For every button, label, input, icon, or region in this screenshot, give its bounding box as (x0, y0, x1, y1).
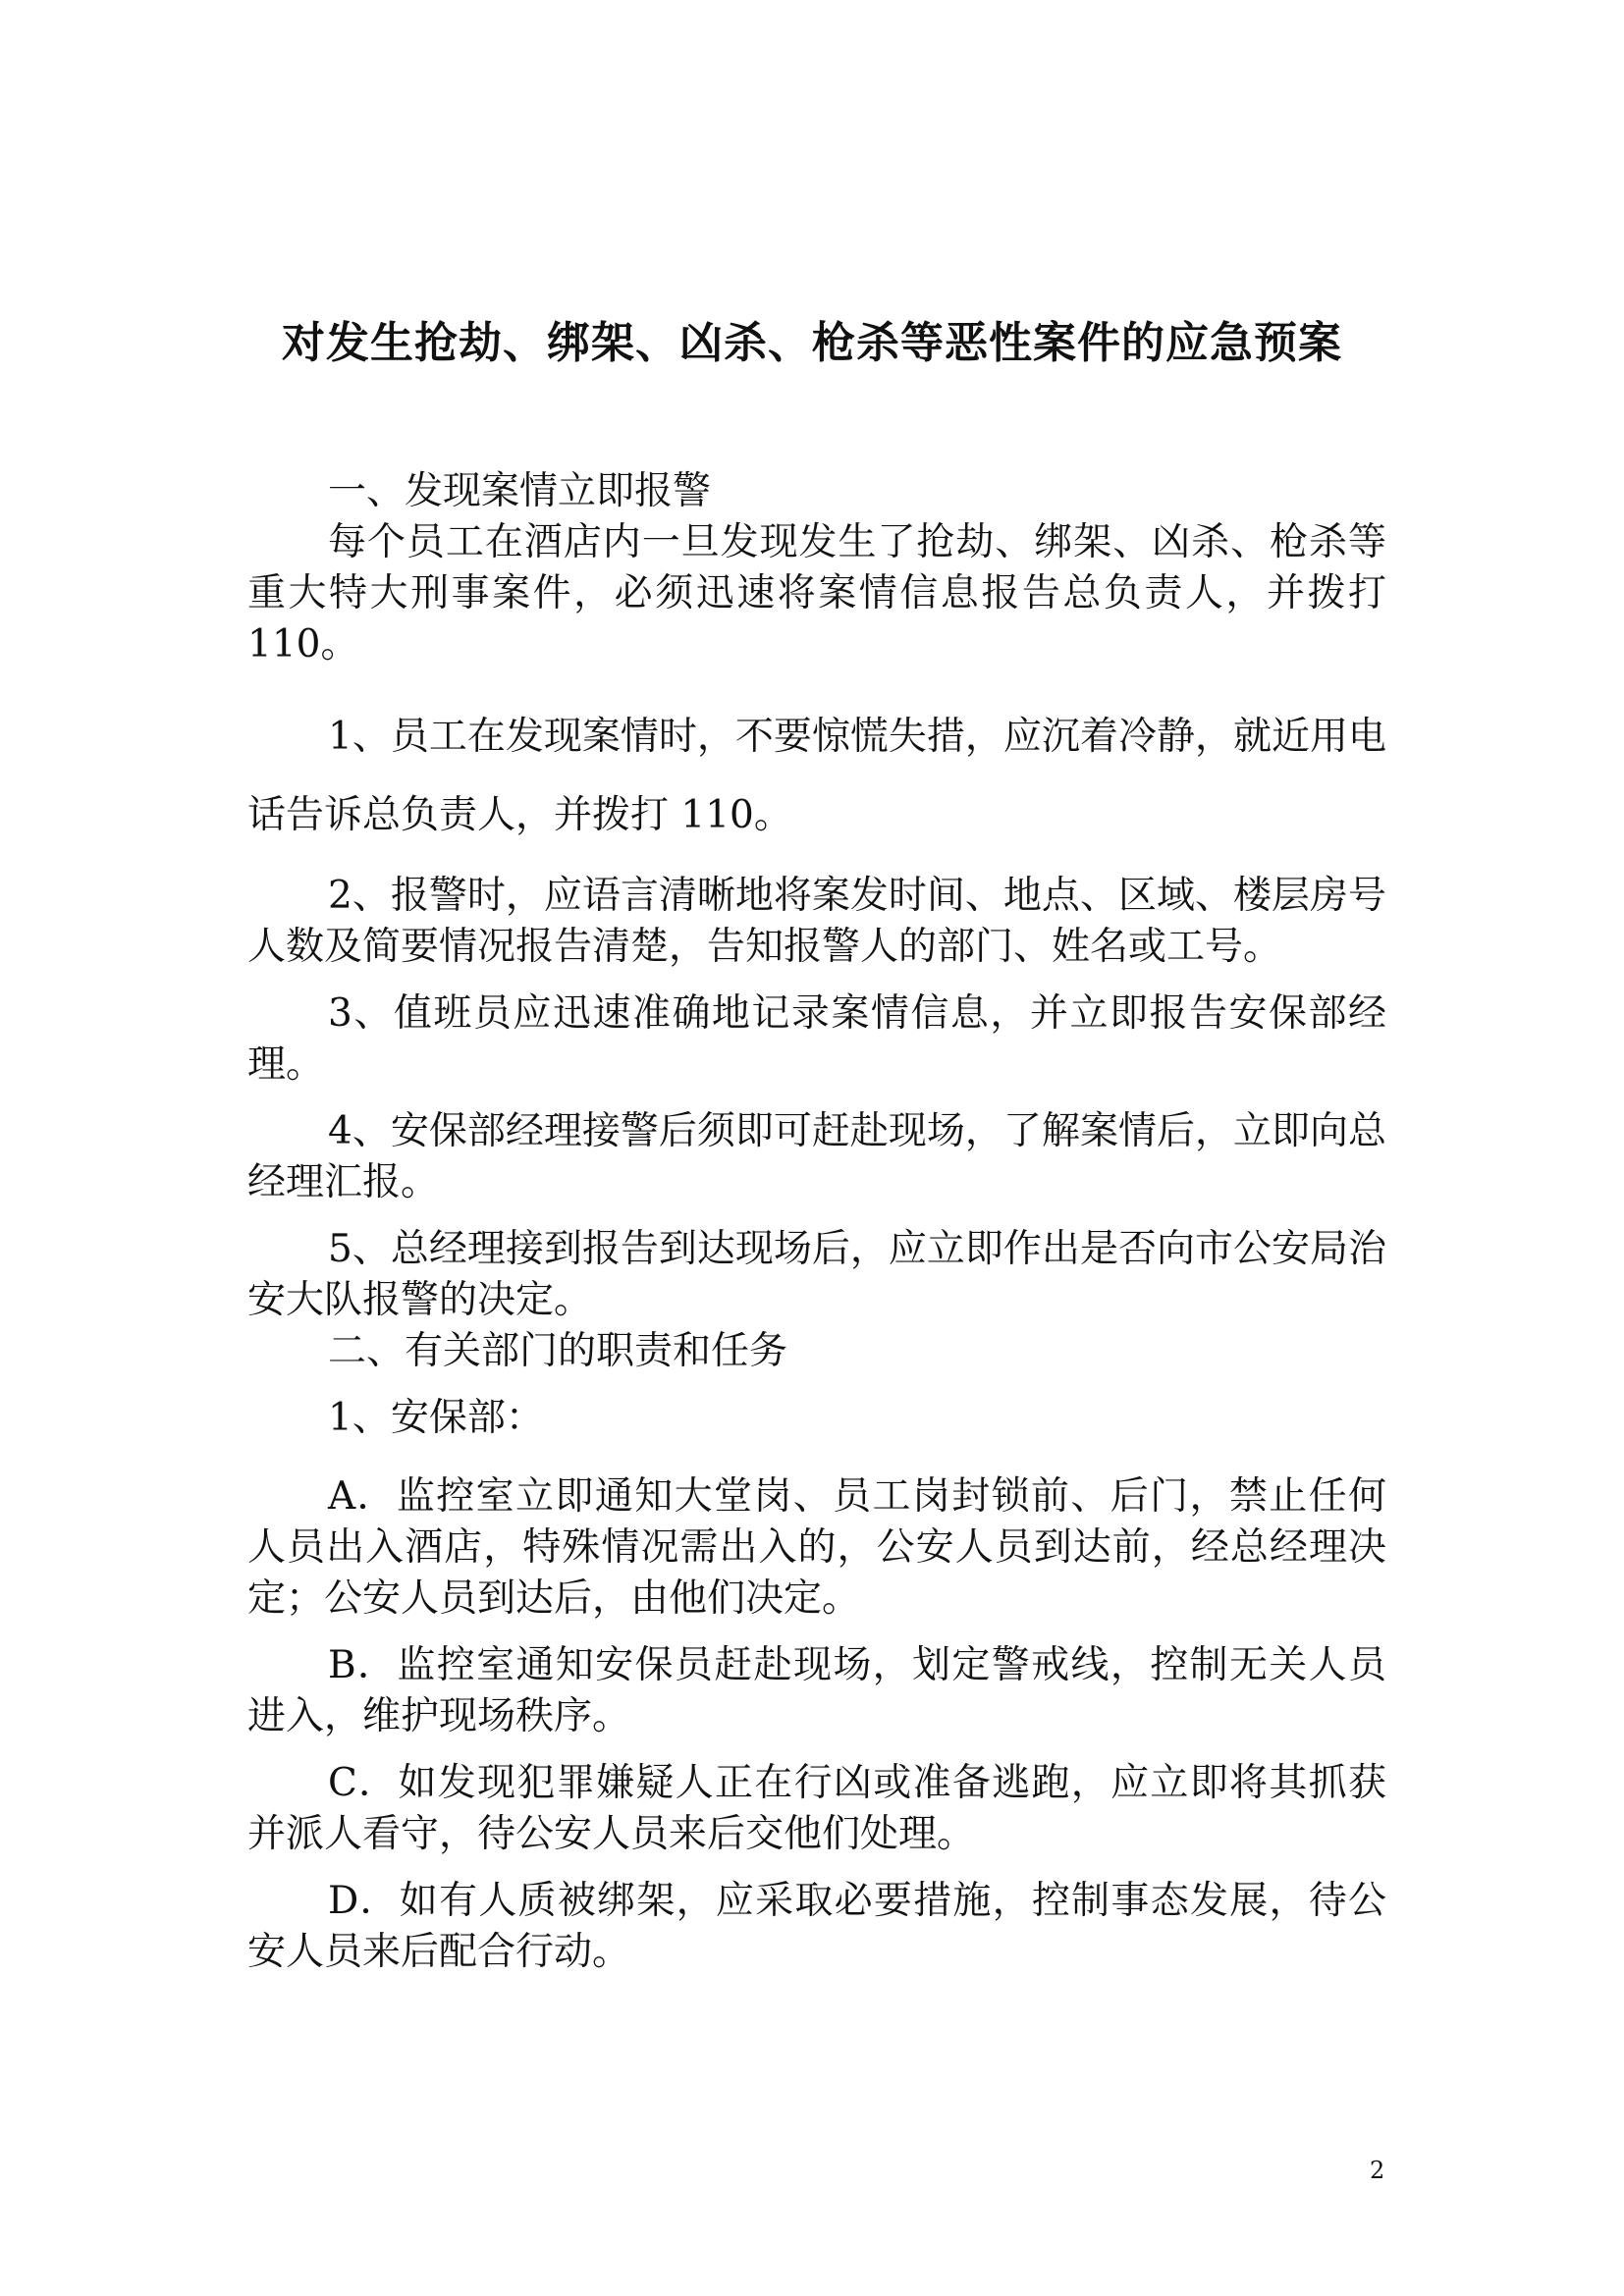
document-title: 对发生抢劫、绑架、凶杀、枪杀等恶性案件的应急预案 (282, 318, 1342, 368)
section-1-heading: 一、发现案情立即报警 (328, 469, 712, 513)
page-number: 2 (1370, 2157, 1385, 2184)
section-2-item-a: A．监控室立即通知大堂岗、员工岗封锁前、后门，禁止任何人员出入酒店，特殊情况需出入的，公安人员到达前，经总经理决定；公安人员到达后，由他们决定。 (247, 1474, 1386, 1621)
section-2-item-d: D．如有人质被绑架，应采取必要措施，控制事态发展，待公安人员来后配合行动。 (247, 1879, 1386, 1974)
section-1-item-5: 5、总经理接到报告到达现场后，应立即作出是否向市公安局治安大队报警的决定。 (247, 1227, 1386, 1322)
section-1-item-1: 1、员工在发现案情时，不要惊慌失措，应沉着冷静，就近用电话告诉总负责人，并拨打 110。 (247, 715, 1386, 837)
section-2-sub-heading: 1、安保部： (328, 1396, 544, 1440)
document-body (247, 466, 1386, 1978)
section-1-item-2: 2、报警时，应语言清晰地将案发时间、地点、区域、楼层房号人数及简要情况报告清楚，告知报警人的部门、姓名或工号。 (247, 874, 1386, 969)
section-2-item-b: B．监控室通知安保员赶赴现场，划定警戒线，控制无关人员进入，维护现场秩序。 (247, 1643, 1386, 1738)
section-1-item-3: 3、值班员应迅速准确地记录案情信息，并立即报告安保部经理。 (247, 991, 1386, 1087)
section-2-heading: 二、有关部门的职责和任务 (328, 1329, 788, 1373)
section-1-intro: 每个员工在酒店内一旦发现发生了抢劫、绑架、凶杀、枪杀等重大特大刑事案件，必须迅速将案情信息报告总负责人，并拨打 110。 (247, 520, 1386, 667)
section-2-item-c: C．如发现犯罪嫌疑人正在行凶或准备逃跑，应立即将其抓获并派人看守，待公安人员来后交他们处理。 (247, 1761, 1386, 1856)
section-1-item-4: 4、安保部经理接警后须即可赶赴现场，了解案情后，立即向总经理汇报。 (247, 1109, 1386, 1204)
